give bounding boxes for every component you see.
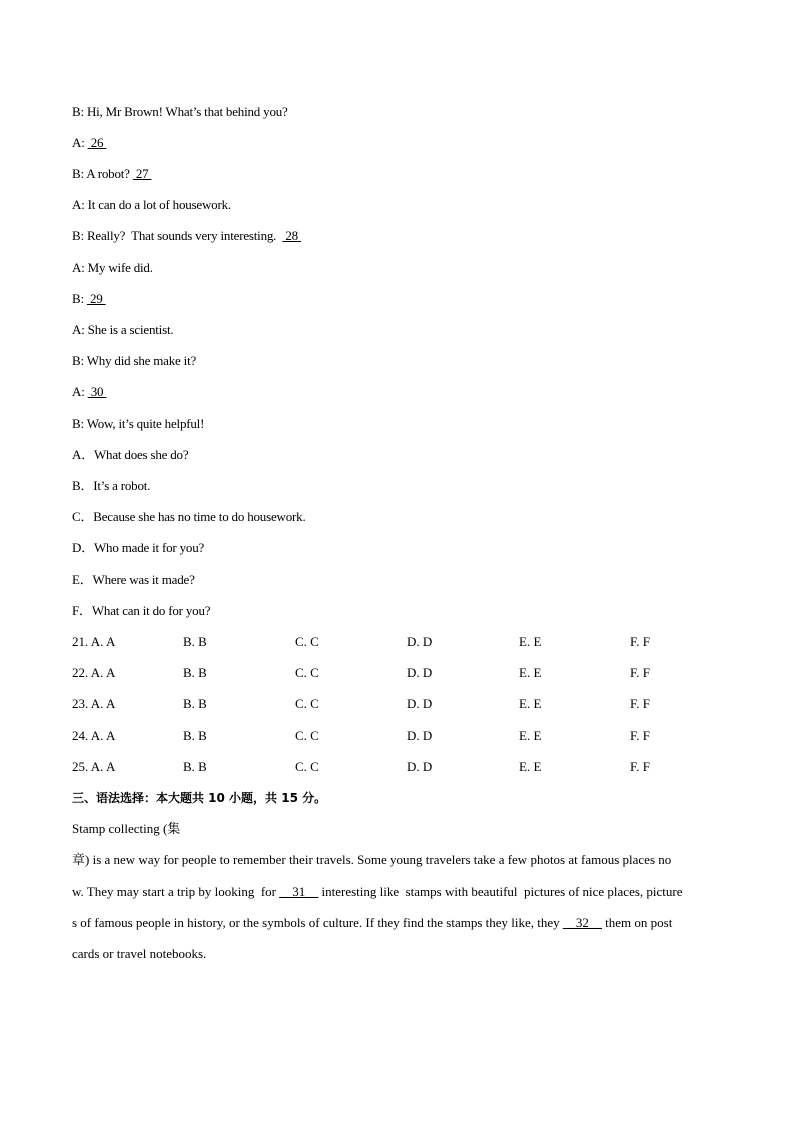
blank-32[interactable]: __32__	[562, 915, 602, 930]
option-d: D．Who made it for you?	[72, 540, 205, 555]
blank-30[interactable]: 30	[87, 384, 107, 399]
answer-choice[interactable]: 22. A. A	[72, 665, 116, 680]
speaker: B:	[72, 228, 84, 243]
answer-choice[interactable]: C. C	[295, 759, 319, 774]
answer-choice[interactable]: B. B	[183, 634, 207, 649]
blank-31[interactable]: __31__	[279, 884, 319, 899]
dialogue-line-a1	[72, 135, 106, 151]
answer-choice[interactable]: F. F	[630, 665, 650, 680]
dialogue-text: My wife did.	[84, 260, 153, 275]
dialogue-text: Why did she make it?	[83, 353, 197, 368]
speaker: B:	[72, 104, 84, 119]
dialogue-line-a2	[72, 197, 231, 213]
passage-line-5: cards or travel notebooks.	[72, 946, 207, 961]
answer-row-24	[72, 728, 650, 744]
speaker: A:	[72, 135, 85, 150]
dialogue-text: It can do a lot of housework.	[84, 197, 231, 212]
blank-27[interactable]: 27	[132, 166, 152, 181]
answer-choice[interactable]: 23. A. A	[72, 696, 116, 711]
speaker: B:	[72, 416, 84, 431]
dialogue-text: She is a scientist.	[84, 322, 174, 337]
speaker: A:	[72, 260, 85, 275]
answer-choice[interactable]: C. C	[295, 634, 319, 649]
section-title: 三、语法选择：本大题共 10 小题，共 15 分。	[72, 791, 327, 805]
passage-text: s of famous people in history, or the symbols of culture. If they find the stamps they like, they	[72, 915, 563, 930]
option-e: E．Where was it made?	[72, 572, 195, 587]
passage-line-2: 章) is a new way for people to remember their travels. Some young travelers take a few photos at famous places no	[72, 852, 672, 867]
dialogue-line-b4	[72, 291, 106, 307]
dialogue-line-a5	[72, 384, 106, 400]
answer-choice[interactable]: E. E	[519, 759, 542, 774]
dialogue-text: Wow, it’s quite helpful!	[83, 416, 205, 431]
option-a: A．What does she do?	[72, 447, 189, 462]
answer-row-25	[72, 759, 650, 775]
dialogue-line-a3	[72, 260, 153, 276]
answer-choice[interactable]: C. C	[295, 665, 319, 680]
dialogue-line-b5	[72, 353, 196, 369]
dialogue-text: A robot?	[83, 166, 133, 181]
answer-choice[interactable]: 21. A. A	[72, 634, 116, 649]
dialogue-line-b2	[72, 166, 152, 182]
answer-choice[interactable]: C. C	[295, 728, 319, 743]
speaker: B:	[72, 166, 84, 181]
dialogue-text: Really? That sounds very interesting.	[83, 228, 283, 243]
passage-text: w. They may start a trip by looking for	[72, 884, 280, 899]
blank-29[interactable]: 29	[86, 291, 106, 306]
answer-row-23	[72, 696, 650, 712]
option-c: C．Because she has no time to do housework.	[72, 509, 306, 524]
answer-choice[interactable]: B. B	[183, 759, 207, 774]
option-f: F．What can it do for you?	[72, 603, 211, 618]
answer-choice[interactable]: 25. A. A	[72, 759, 116, 774]
dialogue-line-b6	[72, 416, 204, 432]
answer-choice[interactable]: F. F	[630, 759, 650, 774]
passage-line-3	[72, 884, 722, 900]
answer-choice[interactable]: F. F	[630, 696, 650, 711]
dialogue-text: Hi, Mr Brown! What’s that behind you?	[83, 104, 288, 119]
answer-row-22	[72, 665, 650, 681]
answer-choice[interactable]: D. D	[407, 696, 433, 711]
answer-choice[interactable]: D. D	[407, 728, 433, 743]
blank-26[interactable]: 26	[87, 135, 107, 150]
answer-choice[interactable]: B. B	[183, 728, 207, 743]
answer-choice[interactable]: E. E	[519, 634, 542, 649]
speaker: A:	[72, 322, 85, 337]
answer-choice[interactable]: F. F	[630, 634, 650, 649]
speaker: A:	[72, 197, 85, 212]
answer-choice[interactable]: B. B	[183, 665, 207, 680]
answer-row-21	[72, 634, 650, 650]
blank-28[interactable]: 28	[282, 228, 302, 243]
answer-choice[interactable]: E. E	[519, 728, 542, 743]
dialogue-line-b3	[72, 228, 301, 244]
speaker: A:	[72, 384, 85, 399]
answer-choice[interactable]: E. E	[519, 696, 542, 711]
answer-choice[interactable]: 24. A. A	[72, 728, 116, 743]
option-b: B．It’s a robot.	[72, 478, 151, 493]
speaker: B:	[72, 291, 84, 306]
answer-choice[interactable]: D. D	[407, 634, 433, 649]
answer-choice[interactable]: D. D	[407, 665, 433, 680]
passage-text: interesting like stamps with beautiful pictures of nice places, picture	[318, 884, 683, 899]
passage-text: them on post	[601, 915, 673, 930]
answer-choice[interactable]: E. E	[519, 665, 542, 680]
passage-line-4	[72, 915, 722, 931]
answer-choice[interactable]: B. B	[183, 696, 207, 711]
answer-choice[interactable]: C. C	[295, 696, 319, 711]
answer-choice[interactable]: F. F	[630, 728, 650, 743]
dialogue-line-a4	[72, 322, 173, 338]
answer-choice[interactable]: D. D	[407, 759, 433, 774]
speaker: B:	[72, 353, 84, 368]
dialogue-line-b1	[72, 104, 288, 120]
passage-line-1: Stamp collecting (集	[72, 821, 181, 836]
